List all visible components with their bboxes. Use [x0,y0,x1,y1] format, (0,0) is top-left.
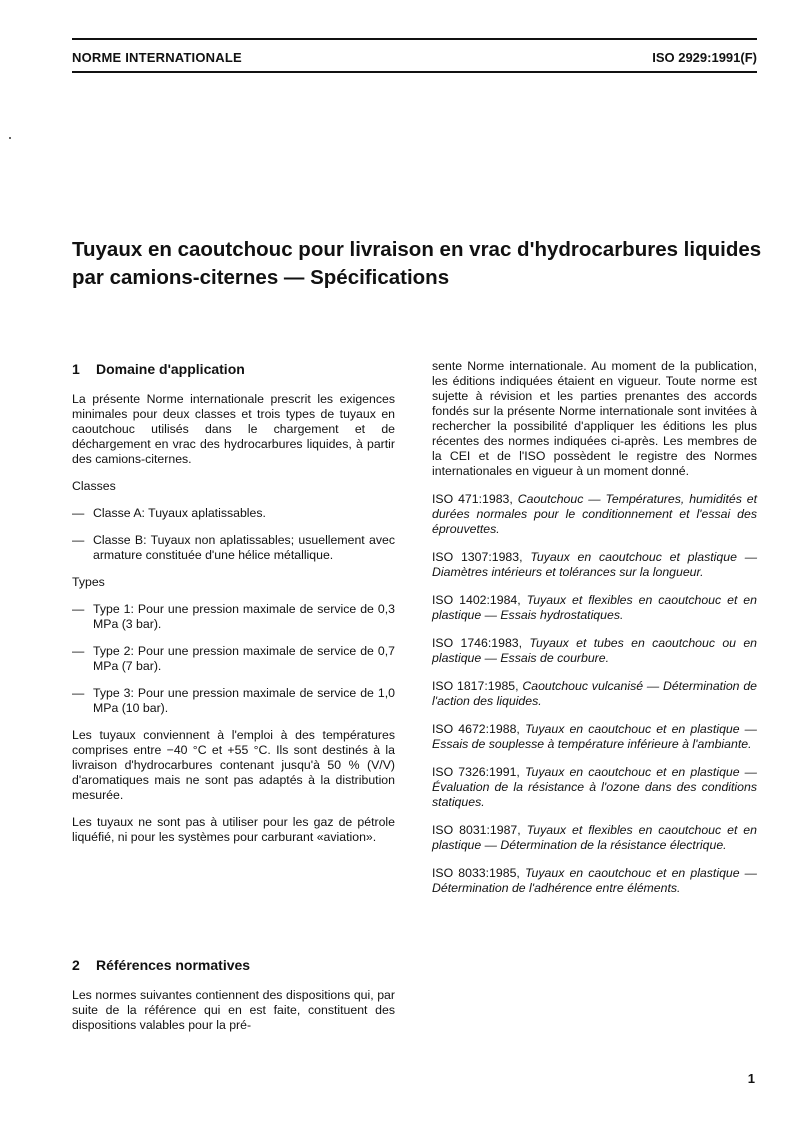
lpg-exclusion-paragraph: Les tuyaux ne sont pas à utiliser pour les gaz de pétrole liquéfié, ni pour les systèmes pour carburant «aviation». [72,815,395,844]
section-1-title: Domaine d'application [96,361,245,377]
types-label: Types [72,575,105,589]
scan-speck [9,137,11,139]
page-number: 1 [747,1071,755,1086]
classes-label: Classes [72,479,116,493]
reference-item: ISO 1817:1985, Caoutchouc vulcanisé — Détermination de l'action des liquides. [432,679,757,708]
section-2-number: 2 [72,957,80,973]
reference-item: ISO 8031:1987, Tuyaux et flexibles en caoutchouc et en plastique — Détermination de la résistance électrique. [432,823,757,852]
header-standard-type: NORME INTERNATIONALE [72,50,242,65]
list-item: — Classe A: Tuyaux aplatissables. [72,506,266,520]
reference-item: ISO 4672:1988, Tuyaux en caoutchouc et en plastique — Essais de souplesse à température inférieure à l'ambiante. [432,722,757,751]
list-item: — Type 2: Pour une pression maximale de service de 0,7 MPa (7 bar). [72,644,395,673]
reference-item: ISO 471:1983, Caoutchouc — Températures, humidités et durées normales pour le conditionnement et l'essai des éprouvettes. [432,492,758,536]
reference-item: ISO 1402:1984, Tuyaux et flexibles en caoutchouc et en plastique — Essais hydrostatiques. [432,593,757,622]
left-column [72,360,395,845]
section-2-heading [72,956,395,974]
scope-intro-paragraph: La présente Norme internationale prescrit les exigences minimales pour deux classes et trois types de tuyaux en caoutchouc utilisés dans le chargement et de déchargement en vrac des hydrocarbures liquides, à partir des camions-citernes. [72,392,395,466]
list-item: — Type 1: Pour une pression maximale de service de 0,3 MPa (3 bar). [72,602,395,631]
header-top-rule [72,38,757,40]
section-2-title: Références normatives [96,957,251,973]
section-1-number: 1 [72,361,80,377]
section-1-heading [72,360,395,378]
right-column [432,359,757,896]
document-title: Tuyaux en caoutchouc pour livraison en vrac d'hydrocarbures liquides par camions-citernes — Spécifications [72,238,762,289]
reference-item: ISO 7326:1991, Tuyaux en caoutchouc et en plastique — Évaluation de la résistance à l'ozone dans des conditions statiques. [432,765,757,809]
reference-item: ISO 1746:1983, Tuyaux et tubes en caoutchouc ou en plastique — Essais de courbure. [432,636,757,665]
section-2-block [72,956,395,1033]
header-bottom-rule [72,71,757,73]
list-item: — Type 3: Pour une pression maximale de service de 1,0 MPa (10 bar). [72,686,395,715]
references-intro-paragraph: Les normes suivantes contiennent des dispositions qui, par suite de la référence qui en est faite, constituent des dispositions valables pour la pré- [72,988,395,1032]
header-standard-number: ISO 2929:1991(F) [652,50,757,65]
list-item: — Classe B: Tuyaux non aplatissables; usuellement avec armature constituée d'une hélice métallique. [72,533,395,562]
temperature-paragraph: Les tuyaux conviennent à l'emploi à des températures comprises entre −40 °C et +55 °C. Ils sont destinés à la livraison d'hydrocarbures contenant jusqu'à 50 % (V/V) d'aromatiques mais ne sont pas adaptés à la distribution mesurée. [72,728,395,802]
references-continued-paragraph: sente Norme internationale. Au moment de la publication, les éditions indiquées étaient en vigueur. Toute norme est sujette à révision et les parties prenantes des accords fondés sur la présente Norme internationale sont invitées à rechercher la possibilité d'appliquer les éditions les plus récentes des normes indiquées ci-après. Les membres de la CEI et de l'ISO possèdent le registre des Normes internationales en vigueur à un moment donné. [432,359,757,478]
reference-item: ISO 8033:1985, Tuyaux en caoutchouc et en plastique — Détermination de l'adhérence entre éléments. [432,866,757,895]
reference-item: ISO 1307:1983, Tuyaux en caoutchouc et plastique — Diamètres intérieurs et tolérances sur la longueur. [432,550,757,579]
